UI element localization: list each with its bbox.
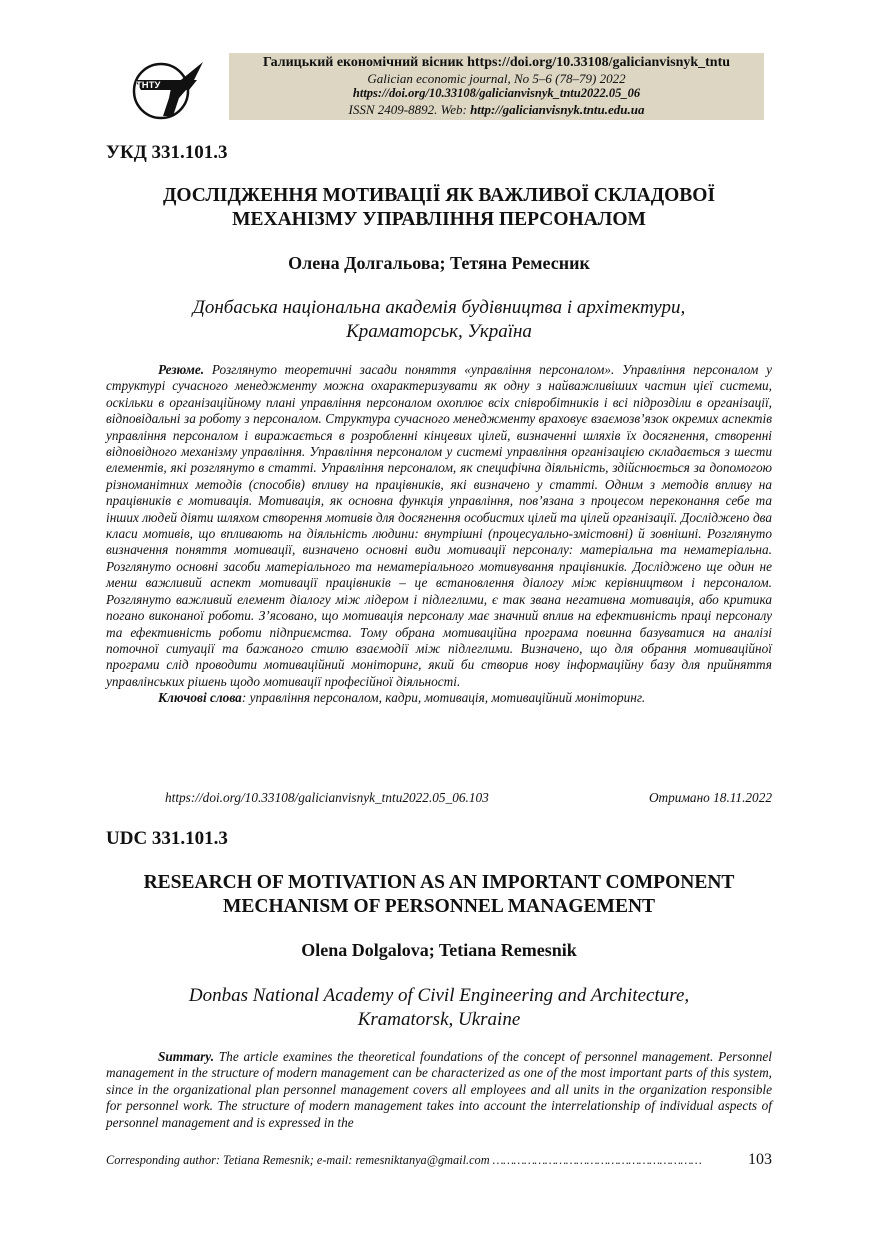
page-number: 103 [748, 1151, 772, 1168]
journal-issue-line: Galician economic journal, No 5–6 (78–79) 2022 [367, 70, 626, 86]
abstract-ua [106, 362, 772, 707]
article-doi-link[interactable]: https://doi.org/10.33108/galicianvisnyk_tntu2022.05_06.103 [165, 790, 489, 805]
journal-doi-link[interactable]: https://doi.org/10.33108/galicianvisnyk_tntu2022.05_06 [352, 86, 641, 100]
journal-issn-line: ISSN 2409-8892. Web: http://galicianvisnyk.tntu.edu.ua [348, 101, 645, 117]
received-date: Отримано 18.11.2022 [648, 790, 772, 805]
logo-text: ТНТУ [136, 80, 161, 91]
abstract-text-ua: Розглянуто теоретичні засади поняття «управління персоналом». Управління персоналом у структурі сучасного менеджменту можна охарактеризувати як одну з найважливіших частин цієї системи, оскільки в організаційному плані управління персоналом охоплює всіх співробітників і всі підрозділи в організації, відповідальні за роботу з персоналом. Структура сучасного менеджменту враховує взаємозв’язок окремих аспектів управління персоналом і виражається в розробленні кінцевих цілей, визначенні шляхів їх досягнення, створенні відповідного механізму управління. Управління персоналом у системі управління організацією складається з шести елементів, які розглянуто в статті. Управління персоналом, як специфічна діяльність, здійснюється за допомогою різноманітних методів (способів) впливу на працівників, які визначено у статті. Одним з методів впливу на працівників є мотивація. Мотивація, як основна функція управління, пов’язана з процесом переконання себе та інших людей діяти шляхом створення мотивів для досягнення особистих цілей та цілей організації. Досліджено два класи мотивів, що впливають на діяльність людини: внутрішні (процесуально-змістовні) й зовнішні. Розглянуто визначення поняття мотивації, визначено основні види мотивації персоналу: матеріальна та нематеріальна. Розглянуто основні засоби матеріального та нематеріального мотивування працівників. Досліджено ще один не менш важливий аспект мотивації працівників – це встановлення діалогу між керівництвом і персоналом. Розглянуто важливий елемент діалогу між лідером і підлеглими, є так звана негативна мотивація, або критика погано виконаної роботи. З’ясовано, що мотивація персоналу має значний вплив на ефективність праці персоналу та ефективність роботи підприємства. Тому обрана мотиваційна програма повинна базуватися на аналізі поточної ситуації та бажаного стилю взаємодії між підлеглими. Визначено, що для обрання мотиваційної програми слід проводити мотиваційний моніторинг, який би створив нову інформаційну базу для прийняття управлінських рішень щодо мотивації професійної діяльності. [106, 362, 772, 689]
title-en: RESEARCH OF MOTIVATION AS AN IMPORTANT COMPONENT MECHANISM OF PERSONNEL MANAGEMENT [143, 872, 735, 917]
journal-logo [127, 58, 205, 120]
keywords-label-ua: Ключові слова [158, 690, 242, 706]
abstract-label-en: Summary. [158, 1049, 215, 1064]
page-footer [106, 1153, 772, 1169]
corresponding-author: Corresponding author: Tetiana Remesnik; e-mail: remesniktanya@gmail.com [106, 1153, 490, 1167]
affiliation-ua: Донбаська національна академія будівництва і архітектури, Краматорськ, Україна [192, 297, 686, 342]
authors-ua: Олена Долгальова; Тетяна Ремесник [288, 253, 590, 273]
keywords-text-ua: : управління персоналом, кадри, мотивація, мотиваційний моніторинг. [241, 690, 646, 706]
udc-ua: УКД 331.101.3 [106, 142, 228, 163]
article-doi-line [165, 790, 772, 806]
abstract-text-en: The article examines the theoretical foundations of the concept of personnel management. Personnel management in the structure of modern management can be characterized as one of the most important parts of this system, since in the organizational plan personnel management covers all employees and all units in the organization responsible for personnel work. The structure of modern management takes into account the interrelationship of individual aspects of personnel management and is expressed in the [106, 1049, 772, 1130]
authors-en: Olena Dolgalova; Tetiana Remesnik [301, 940, 577, 960]
footer-dots: …………………………………………………… [492, 1153, 702, 1167]
affiliation-en: Donbas National Academy of Civil Engineering and Architecture, Kramatorsk, Ukraine [188, 985, 690, 1030]
abstract-en [106, 1049, 772, 1131]
title-ua: ДОСЛІДЖЕННЯ МОТИВАЦІЇ ЯК ВАЖЛИВОЇ СКЛАДОВОЇ МЕХАНІЗМУ УПРАВЛІННЯ ПЕРСОНАЛОМ [162, 185, 716, 230]
journal-name-line: Галицький економічний вісник https://doi.org/10.33108/galicianvisnyk_tntu [262, 55, 731, 70]
journal-web-link[interactable]: http://galicianvisnyk.tntu.edu.ua [470, 101, 645, 117]
abstract-label-ua: Резюме. [158, 362, 205, 377]
udc-en: UDC 331.101.3 [106, 828, 228, 849]
journal-header [229, 53, 764, 120]
